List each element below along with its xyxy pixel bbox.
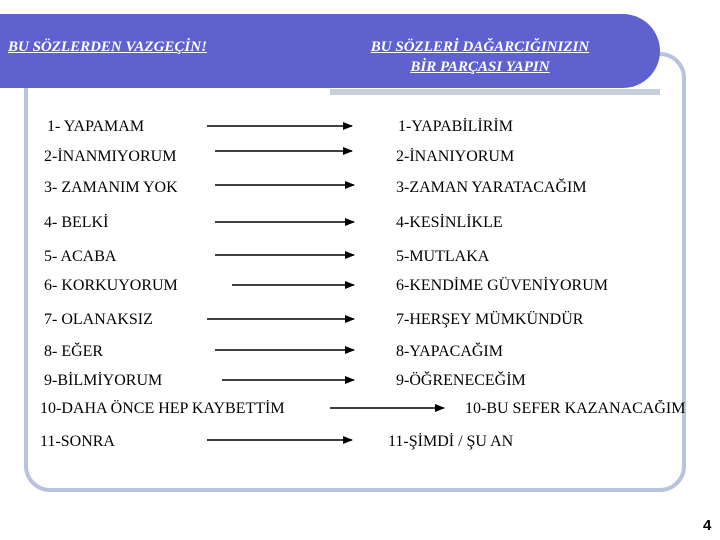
right-item-8: 8-YAPACAĞIM bbox=[396, 343, 503, 360]
right-item-1: 1-YAPABİLİRİM bbox=[398, 118, 513, 135]
left-item-3: 3- ZAMANIM YOK bbox=[44, 179, 178, 196]
left-item-2: 2-İNANMIYORUM bbox=[44, 148, 177, 165]
left-item-5: 5- ACABA bbox=[44, 248, 117, 265]
right-item-6: 6-KENDİME GÜVENİYORUM bbox=[396, 277, 608, 294]
header-right-line1: BU SÖZLERİ DAĞARCIĞINIZIN bbox=[370, 39, 590, 55]
right-item-4: 4-KESİNLİKLE bbox=[396, 214, 503, 231]
left-item-8: 8- EĞER bbox=[44, 343, 104, 360]
right-item-10: 10-BU SEFER KAZANACAĞIM bbox=[465, 400, 686, 417]
right-item-2: 2-İNANIYORUM bbox=[396, 148, 515, 165]
right-item-3: 3-ZAMAN YARATACAĞIM bbox=[396, 179, 587, 196]
left-item-9: 9-BİLMİYORUM bbox=[44, 372, 163, 389]
header-left-title: BU SÖZLERDEN VAZGEÇİN! bbox=[8, 39, 207, 55]
left-item-1: 1- YAPAMAM bbox=[47, 118, 145, 135]
left-item-11: 11-SONRA bbox=[40, 433, 115, 450]
left-item-7: 7- OLANAKSIZ bbox=[44, 311, 153, 328]
right-item-9: 9-ÖĞRENECEĞİM bbox=[396, 372, 526, 389]
left-item-6: 6- KORKUYORUM bbox=[44, 277, 178, 294]
left-item-4: 4- BELKİ bbox=[44, 214, 109, 231]
left-item-10: 10-DAHA ÖNCE HEP KAYBETTİM bbox=[40, 400, 285, 417]
right-item-7: 7-HERŞEY MÜMKÜNDÜR bbox=[396, 311, 584, 328]
right-item-5: 5-MUTLAKA bbox=[396, 248, 490, 265]
right-item-11: 11-ŞİMDİ / ŞU AN bbox=[388, 433, 514, 450]
page-number: 4 bbox=[703, 517, 712, 534]
header-right-line2: BİR PARÇASI YAPIN bbox=[410, 59, 550, 75]
